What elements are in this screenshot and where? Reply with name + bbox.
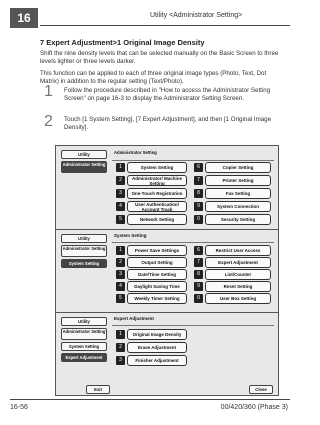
date-time-button[interactable]: Date/Time Setting — [127, 269, 187, 280]
item-number: 3 — [116, 270, 125, 279]
step-2-number: 2 — [44, 113, 53, 130]
screen-title: System Setting — [114, 233, 147, 238]
title-divider — [112, 160, 274, 161]
item-number: 9 — [194, 202, 203, 211]
model-label: 00/420/360 (Phase 3) — [220, 404, 288, 411]
reset-setting-button[interactable]: Reset Setting — [205, 281, 271, 292]
restrict-user-access-button[interactable]: Restrict User Access — [205, 245, 271, 256]
user-box-setting-button[interactable]: User Box Setting — [205, 293, 271, 304]
item-number: 7 — [194, 176, 203, 185]
security-setting-button[interactable]: Security Setting — [205, 214, 271, 225]
admin-machine-setting-button[interactable]: Administrator/ Machine Setting — [127, 175, 187, 186]
weekly-timer-button[interactable]: Weekly Timer Setting — [127, 293, 187, 304]
item-number: 0 — [194, 294, 203, 303]
item-number: 7 — [194, 258, 203, 267]
title-divider — [112, 325, 274, 326]
item-number: 1 — [116, 246, 125, 255]
item-number: 8 — [194, 270, 203, 279]
item-number: 3 — [116, 356, 125, 365]
intro-paragraph-2: This function can be applied to each of three original image types (Photo, Text, Dot Matrix) in addition to the regular setting (Text/Photo). — [40, 70, 267, 85]
item-number: 6 — [194, 163, 203, 172]
item-number: 6 — [194, 246, 203, 255]
finisher-adjustment-button[interactable]: Finisher Adjustment — [127, 355, 187, 366]
side-system-setting[interactable]: System Setting — [61, 342, 107, 351]
step-1-number: 1 — [44, 83, 53, 100]
item-number: 8 — [194, 189, 203, 198]
exit-button[interactable]: Exit — [86, 385, 110, 394]
item-number: 5 — [116, 294, 125, 303]
list-counter-button[interactable]: List/Counter — [205, 269, 271, 280]
page-number: 16-56 — [10, 404, 28, 411]
item-number: 4 — [116, 202, 125, 211]
power-save-button[interactable]: Power Save Settings — [127, 245, 187, 256]
fax-setting-button[interactable]: Fax Setting — [205, 188, 271, 199]
item-number: 1 — [116, 163, 125, 172]
expert-adjustment-screen — [55, 312, 279, 396]
item-number: 4 — [116, 282, 125, 291]
close-button[interactable]: Close — [249, 385, 273, 394]
side-admin-setting[interactable]: Administrator Setting — [61, 245, 107, 257]
original-image-density-button[interactable]: Original Image Density — [127, 329, 187, 340]
footer-rule — [10, 399, 290, 400]
expert-adjustment-button[interactable]: Expert Adjustment — [205, 257, 271, 268]
item-number: 2 — [116, 258, 125, 267]
utility-button[interactable]: Utility — [61, 150, 107, 159]
one-touch-registration-button[interactable]: One-Touch Registration — [127, 188, 187, 199]
section-title: 7 Expert Adjustment>1 Original Image Density — [40, 38, 205, 47]
item-number: 5 — [116, 215, 125, 224]
utility-button[interactable]: Utility — [61, 317, 107, 326]
erase-adjustment-button[interactable]: Erase Adjustment — [127, 342, 187, 353]
screen-title: Administrator Setting — [114, 150, 157, 155]
intro-paragraph-1: Shift the nine density levels that can be selected manually on the Basic Screen to three levels lighter or three levels darker. — [40, 50, 279, 65]
title-divider — [112, 242, 274, 243]
step-1-text: Follow the procedure described in "How to access the Administrator Setting Screen" on page 16-3 to display the Administrator Setting Screen. — [64, 87, 271, 102]
system-connection-button[interactable]: System Connection — [205, 201, 271, 212]
chapter-number: 16 — [10, 8, 38, 28]
item-number: 2 — [116, 176, 125, 185]
screen-title: Expert Adjustment — [114, 316, 154, 321]
step-2-text: Touch [1 System Setting], [7 Expert Adjustment], and then [1 Original Image Density]. — [64, 116, 272, 131]
item-number: 9 — [194, 282, 203, 291]
item-number: 3 — [116, 189, 125, 198]
side-system-setting[interactable]: System Setting — [61, 259, 107, 268]
copier-setting-button[interactable]: Copier Setting — [205, 162, 271, 173]
running-header: Utility <Administrator Setting> — [150, 12, 243, 19]
printer-setting-button[interactable]: Printer Setting — [205, 175, 271, 186]
output-setting-button[interactable]: Output Setting — [127, 257, 187, 268]
side-admin-setting[interactable]: Administrator Setting — [61, 161, 107, 173]
daylight-saving-button[interactable]: Daylight Saving Time — [127, 281, 187, 292]
side-expert-adjustment[interactable]: Expert Adjustment — [61, 353, 107, 362]
item-number: 1 — [116, 330, 125, 339]
utility-button[interactable]: Utility — [61, 234, 107, 243]
network-setting-button[interactable]: Network Setting — [127, 214, 187, 225]
side-admin-setting[interactable]: Administrator Setting — [61, 328, 107, 340]
system-setting-button[interactable]: System Setting — [127, 162, 187, 173]
item-number: 2 — [116, 343, 125, 352]
header-rule — [40, 25, 290, 26]
user-auth-button[interactable]: User Authentication/ Account Track — [127, 201, 187, 212]
item-number: 0 — [194, 215, 203, 224]
